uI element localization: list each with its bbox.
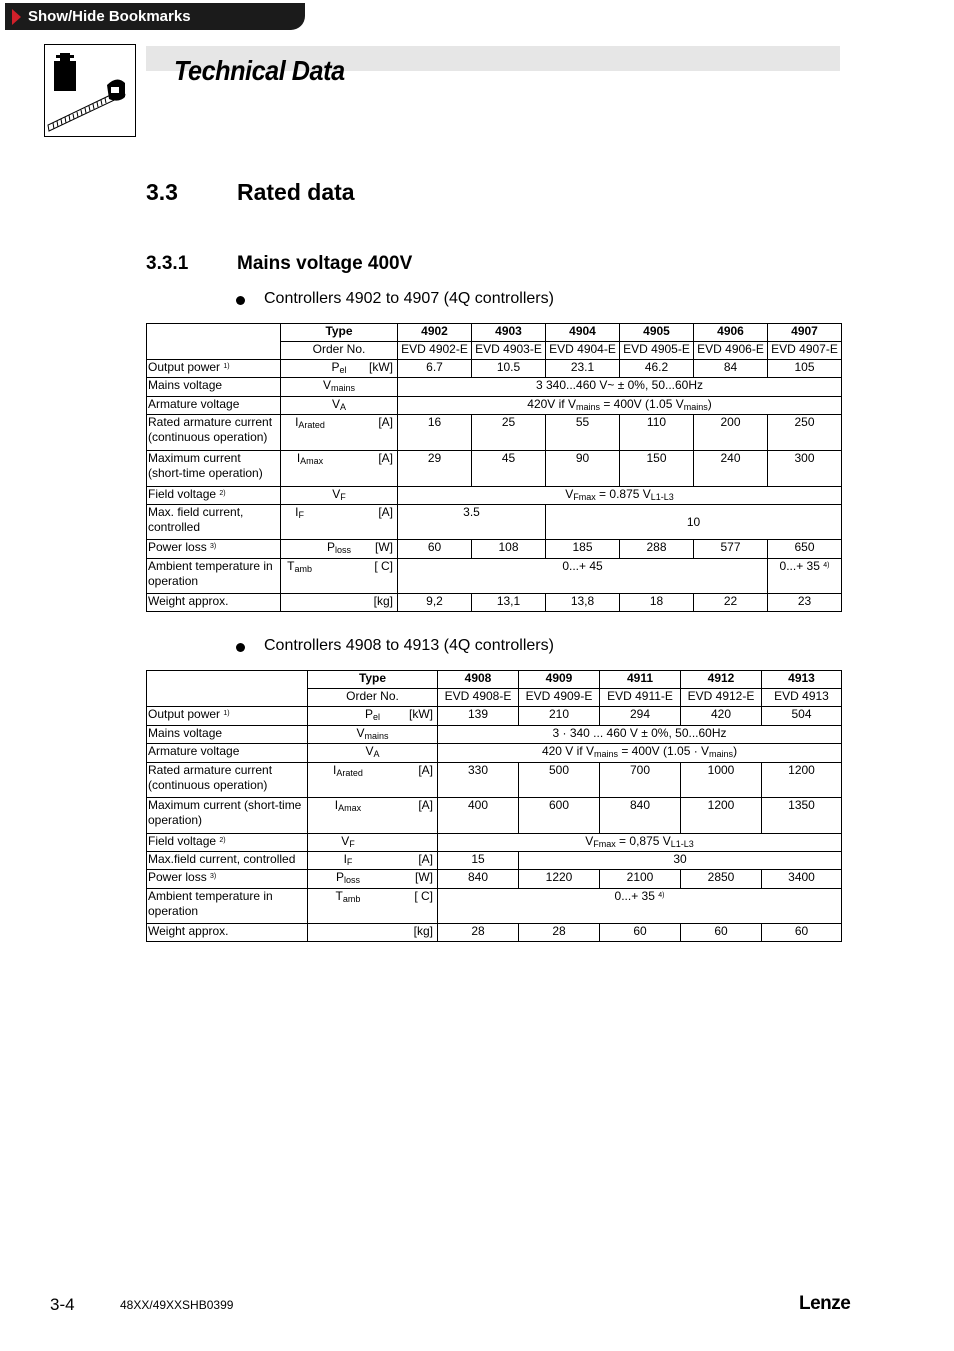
table-row (147, 505, 842, 540)
model-header: 4911 (600, 671, 681, 689)
bullet-point (236, 296, 245, 305)
order-number: EVD 4911-E (600, 689, 681, 707)
value-cell: 110 (620, 415, 694, 451)
symbol-cell: $V_{mains}$ (308, 726, 438, 744)
value-cell: 330 (438, 763, 519, 798)
row-label: Maximum current (short-time operation) (147, 798, 308, 834)
row-label: Rated armature current (continuous operation) (147, 763, 308, 798)
row-label: Mains voltage (147, 726, 308, 744)
value-cell: 185 (546, 540, 620, 559)
value-cell: 46.2 (620, 360, 694, 378)
value-cell: 15 (438, 852, 519, 870)
value-cell: 23 (768, 594, 842, 612)
weight-and-ruler-icon (44, 44, 136, 137)
value-cell: 108 (472, 540, 546, 559)
order-number: EVD 4904-E (546, 342, 620, 360)
value-cell: 3 · 340 ... 460 V ± 0%, 50...60Hz (438, 726, 842, 744)
row-label: Ambient temperature in operation (147, 889, 308, 924)
value-cell: 210 (519, 707, 600, 726)
symbol-cell: $V_A$ (308, 744, 438, 763)
table-row (147, 834, 842, 852)
value-cell: 420 V if $V_{mains} = 400V$ $(1.05 \cdot V_{mains})$ (438, 744, 842, 763)
row-label: Mains voltage (147, 378, 281, 397)
symbol-cell: $I_F$ [A] (308, 852, 438, 870)
order-no-header: Order No. (308, 689, 438, 707)
model-header: 4912 (681, 671, 762, 689)
table-row (147, 594, 842, 612)
value-cell: 0...+ 45 (398, 559, 768, 594)
order-number: EVD 4912-E (681, 689, 762, 707)
symbol-cell: $I_F$ [A] (281, 505, 398, 540)
value-cell: 30 (519, 852, 842, 870)
row-label: Rated armature current (continuous operation) (147, 415, 281, 451)
symbol-cell: $P_{loss}$ [W] (281, 540, 398, 559)
row-label: Max.field current, controlled (147, 852, 308, 870)
symbol-cell: $I_{Amax}$ [A] (281, 451, 398, 487)
value-cell: 500 (519, 763, 600, 798)
table-row (147, 559, 842, 594)
row-label: Ambient temperature in operation (147, 559, 281, 594)
row-label: Weight approx. (147, 924, 308, 942)
order-number: EVD 4908-E (438, 689, 519, 707)
table-row (147, 360, 842, 378)
table-row (147, 707, 842, 726)
model-header: 4908 (438, 671, 519, 689)
value-cell: 84 (694, 360, 768, 378)
table-row (147, 378, 842, 397)
value-cell: 200 (694, 415, 768, 451)
row-label: Output power $^{1)}$ (147, 360, 281, 378)
symbol-cell: $P_{el}$ [kW] (281, 360, 398, 378)
section-number: 3.3 (146, 179, 178, 205)
value-cell: 10 (546, 505, 842, 540)
model-header: 4903 (472, 324, 546, 342)
value-cell: 3400 (762, 870, 842, 889)
table-row (147, 415, 842, 451)
table-row (147, 798, 842, 834)
value-cell: 1200 (681, 798, 762, 834)
row-label: Output power $^{1)}$ (147, 707, 308, 726)
value-cell: 60 (398, 540, 472, 559)
table-row (147, 889, 842, 924)
value-cell: 55 (546, 415, 620, 451)
symbol-cell: $I_{Amax}$ [A] (308, 798, 438, 834)
value-cell: 28 (438, 924, 519, 942)
value-cell: 13,8 (546, 594, 620, 612)
value-cell: 504 (762, 707, 842, 726)
table-row (147, 397, 842, 415)
value-cell: 600 (519, 798, 600, 834)
value-cell: 2100 (600, 870, 681, 889)
bookmark-label: Show/Hide Bookmarks (28, 8, 191, 25)
symbol-cell: $I_{Arated}$ [A] (308, 763, 438, 798)
model-header: 4905 (620, 324, 694, 342)
symbol-cell: [kg] (308, 924, 438, 942)
table-row (147, 451, 842, 487)
symbol-cell: $P_{el}$ [kW] (308, 707, 438, 726)
value-cell: 0...+ 35 $^{4)}$ (438, 889, 842, 924)
symbol-cell: $P_{loss}$ [W] (308, 870, 438, 889)
value-cell: 105 (768, 360, 842, 378)
value-cell: 294 (600, 707, 681, 726)
order-number: EVD 4902-E (398, 342, 472, 360)
value-cell: 0...+ 35 $^{4)}$ (768, 559, 842, 594)
value-cell: 23.1 (546, 360, 620, 378)
rated-data-table-4908-4913 (146, 670, 842, 942)
table-corner-cell (147, 324, 281, 360)
row-label: Maximum current (short-time operation) (147, 451, 281, 487)
show-hide-bookmarks-button[interactable] (5, 3, 305, 30)
value-cell: 16 (398, 415, 472, 451)
order-number: EVD 4913 (762, 689, 842, 707)
table2-caption: Controllers 4908 to 4913 (4Q controllers) (264, 637, 554, 654)
value-cell: 29 (398, 451, 472, 487)
value-cell: 90 (546, 451, 620, 487)
value-cell: 3 340...460 V~ ± 0%, 50...60Hz (398, 378, 842, 397)
row-label: Field voltage $^{2)}$ (147, 834, 308, 852)
symbol-cell: $T_{amb}$ [ C] (308, 889, 438, 924)
row-label: Max. field current, controlled (147, 505, 281, 540)
document-id: 48XX/49XXSHB0399 (120, 1298, 234, 1312)
model-header: 4909 (519, 671, 600, 689)
row-label: Power loss $^{3)}$ (147, 540, 281, 559)
order-number: EVD 4906-E (694, 342, 768, 360)
page-title: Technical Data (174, 55, 345, 86)
value-cell: 1000 (681, 763, 762, 798)
value-cell: 420V if $V_{mains} = 400V$ (1.05 $V_{mains}$) (398, 397, 842, 415)
subsection-title: Mains voltage 400V (237, 253, 413, 274)
table-row (147, 744, 842, 763)
value-cell: 1200 (762, 763, 842, 798)
order-no-header: Order No. (281, 342, 398, 360)
value-cell: 10.5 (472, 360, 546, 378)
value-cell: 1220 (519, 870, 600, 889)
symbol-cell: $V_F$ (308, 834, 438, 852)
order-number: EVD 4905-E (620, 342, 694, 360)
value-cell: 577 (694, 540, 768, 559)
model-header: 4913 (762, 671, 842, 689)
value-cell: 840 (438, 870, 519, 889)
value-cell: 288 (620, 540, 694, 559)
value-cell: 6.7 (398, 360, 472, 378)
table-row (147, 763, 842, 798)
value-cell: 9,2 (398, 594, 472, 612)
model-header: 4906 (694, 324, 768, 342)
row-label: Weight approx. (147, 594, 281, 612)
table-corner-cell (147, 671, 308, 707)
value-cell: 300 (768, 451, 842, 487)
brand-logo: Lenze (799, 1293, 851, 1314)
rated-data-table-4902-4907 (146, 323, 842, 612)
value-cell: 420 (681, 707, 762, 726)
value-cell: 650 (768, 540, 842, 559)
value-cell: 240 (694, 451, 768, 487)
symbol-cell: $V_A$ (281, 397, 398, 415)
value-cell: 18 (620, 594, 694, 612)
value-cell: 22 (694, 594, 768, 612)
page-number: 3-4 (50, 1295, 75, 1314)
symbol-cell: $I_{Arated}$ [A] (281, 415, 398, 451)
order-number: EVD 4909-E (519, 689, 600, 707)
model-header: 4902 (398, 324, 472, 342)
bullet-point (236, 643, 245, 652)
table-row (147, 852, 842, 870)
symbol-cell: [kg] (281, 594, 398, 612)
order-number: EVD 4903-E (472, 342, 546, 360)
value-cell: 150 (620, 451, 694, 487)
model-header: 4904 (546, 324, 620, 342)
section-title: Rated data (237, 179, 355, 205)
value-cell: 400 (438, 798, 519, 834)
value-cell: 28 (519, 924, 600, 942)
value-cell: 3.5 (398, 505, 546, 540)
value-cell: $V_{Fmax} = 0.875$ $V_{L1-L3}$ (398, 487, 842, 505)
value-cell: 840 (600, 798, 681, 834)
value-cell: $V_{Fmax} = 0,875$ $V_{L1-L3}$ (438, 834, 842, 852)
table-row (147, 924, 842, 942)
value-cell: 2850 (681, 870, 762, 889)
table1-caption: Controllers 4902 to 4907 (4Q controllers) (264, 290, 554, 307)
row-label: Field voltage $^{2)}$ (147, 487, 281, 505)
triangle-right-icon (12, 9, 21, 25)
order-number: EVD 4907-E (768, 342, 842, 360)
row-label: Power loss $^{3)}$ (147, 870, 308, 889)
value-cell: 700 (600, 763, 681, 798)
row-label: Armature voltage (147, 397, 281, 415)
model-header: 4907 (768, 324, 842, 342)
value-cell: 25 (472, 415, 546, 451)
table-row (147, 726, 842, 744)
table-row (147, 487, 842, 505)
value-cell: 250 (768, 415, 842, 451)
type-header: Type (308, 671, 438, 689)
value-cell: 60 (600, 924, 681, 942)
type-header: Type (281, 324, 398, 342)
table-row (147, 540, 842, 559)
value-cell: 45 (472, 451, 546, 487)
value-cell: 1350 (762, 798, 842, 834)
symbol-cell: $V_F$ (281, 487, 398, 505)
row-label: Armature voltage (147, 744, 308, 763)
value-cell: 13,1 (472, 594, 546, 612)
table-row (147, 870, 842, 889)
symbol-cell: $T_{amb}$ [ C] (281, 559, 398, 594)
value-cell: 60 (681, 924, 762, 942)
symbol-cell: $V_{mains}$ (281, 378, 398, 397)
subsection-number: 3.3.1 (146, 253, 189, 274)
value-cell: 139 (438, 707, 519, 726)
value-cell: 60 (762, 924, 842, 942)
